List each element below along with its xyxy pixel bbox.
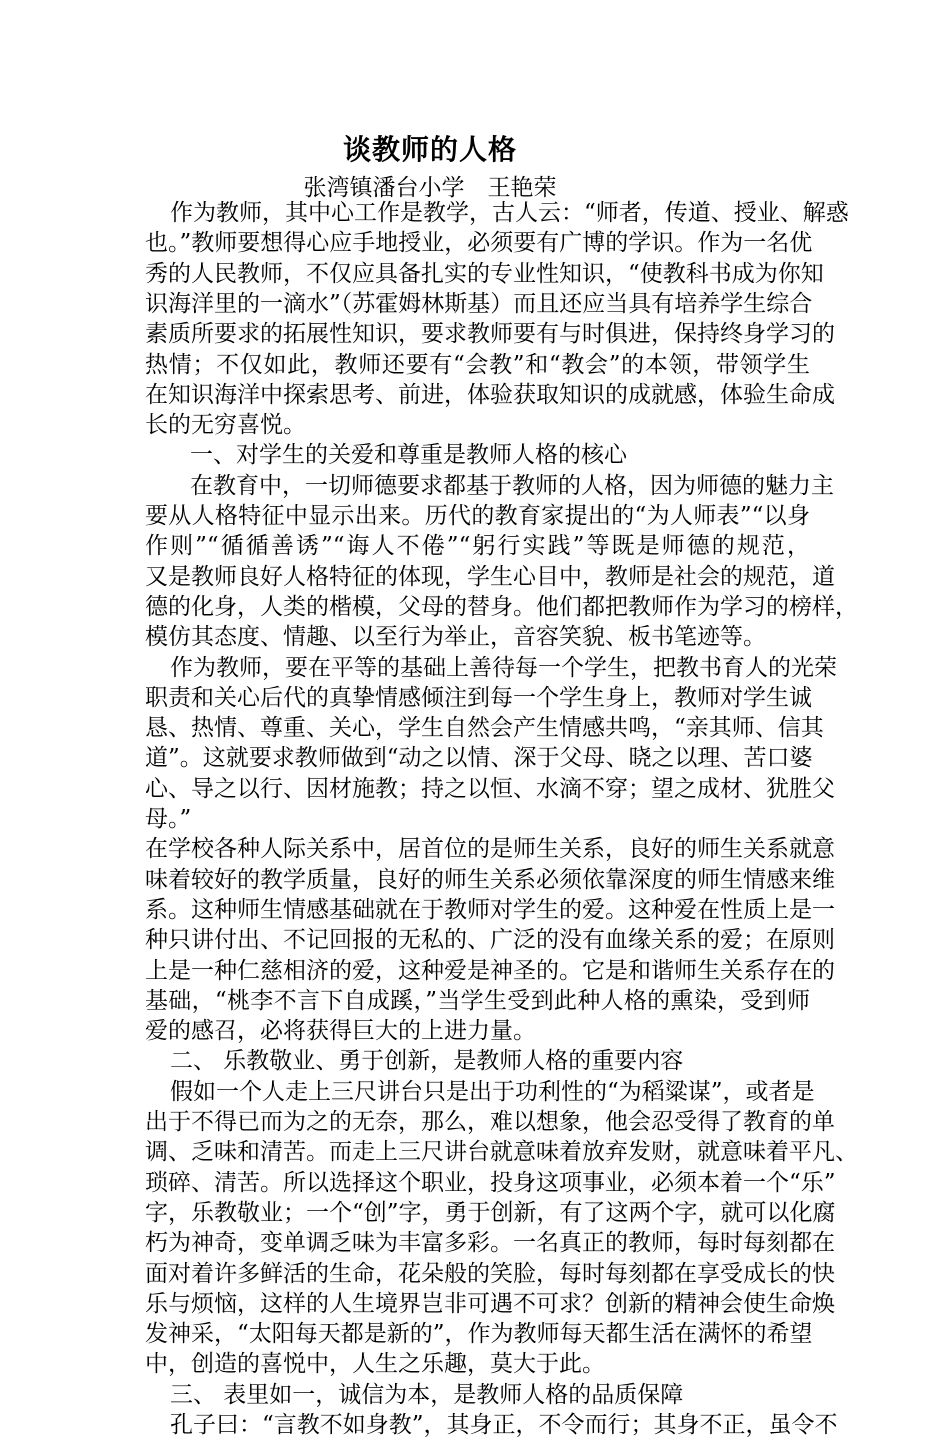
document-author: 张湾镇潘台小学 王艳荣	[303, 175, 557, 201]
text-line: 在学校各种人际关系中，居首位的是师生关系，良好的师生关系就意	[145, 836, 835, 862]
text-line: 在教育中，一切师德要求都基于教师的人格，因为师德的魅力主	[190, 473, 834, 499]
text-line: 作则”“循循善诱”“诲人不倦”“躬行实践”等既是师德的规范，	[145, 533, 810, 559]
text-line: 发神采，“太阳每天都是新的”，作为教师每天都生活在满怀的希望	[145, 1321, 813, 1347]
text-line: 种只讲付出、不记回报的无私的、广泛的没有血缘关系的爱；在原则	[145, 927, 835, 953]
text-line: 又是教师良好人格特征的体现，学生心目中，教师是社会的规范，道	[145, 564, 835, 590]
text-line: 字，乐教敬业；一个“创”字，勇于创新，有了这两个字，就可以化腐	[145, 1200, 836, 1226]
text-line: 德的化身，人类的楷模，父母的替身。他们都把教师作为学习的榜样，	[145, 594, 858, 620]
text-line: 琐碎、清苦。所以选择这个职业，投身这项事业，必须本着一个“乐”	[145, 1170, 836, 1196]
text-line: 系。这种师生情感基础就在于教师对学生的爱。这种爱在性质上是一	[145, 897, 835, 923]
text-line: 出于不得已而为之的无奈，那么，难以想象，他会忍受得了教育的单	[145, 1109, 835, 1135]
text-line: 孔子曰：“言教不如身教”，其身正，不令而行；其身不正，虽令不	[170, 1412, 838, 1438]
text-line: 秀的人民教师，不仅应具备扎实的专业性知识，“使教科书成为你知	[145, 261, 824, 287]
text-line: 在知识海洋中探索思考、前进，体验获取知识的成就感，体验生命成	[145, 382, 835, 408]
text-line: 长的无穷喜悦。	[145, 412, 306, 438]
text-line: 调、乏味和清苦。而走上三尺讲台就意味着放弃发财，就意味着平凡、	[145, 1139, 858, 1165]
text-line: 上是一种仁慈相济的爱，这种爱是神圣的。它是和谐师生关系存在的	[145, 958, 835, 984]
text-line: 素质所要求的拓展性知识，要求教师要有与时俱进，保持终身学习的	[145, 321, 835, 347]
text-line: 假如一个人走上三尺讲台只是出于功利性的“为稻粱谋”，或者是	[170, 1079, 815, 1105]
text-line: 中，创造的喜悦中，人生之乐趣，莫大于此。	[145, 1351, 605, 1377]
text-line: 三、 表里如一，诚信为本，是教师人格的品质保障	[170, 1382, 684, 1408]
text-line: 一、对学生的关爱和尊重是教师人格的核心	[190, 442, 627, 468]
text-line: 热情；不仅如此，教师还要有“会教”和“教会”的本领，带领学生	[145, 352, 810, 378]
text-line: 心、导之以行、因材施教；持之以恒、水滴不穿；望之成材、犹胜父	[145, 776, 835, 802]
text-line: 识海洋里的一滴水”（苏霍姆林斯基）而且还应当具有培养学生综合	[145, 291, 813, 317]
text-line: 面对着许多鲜活的生命，花朵般的笑脸，每时每刻都在享受成长的快	[145, 1261, 835, 1287]
text-line: 职责和关心后代的真挚情感倾注到每一个学生身上，教师对学生诚	[145, 685, 812, 711]
text-line: 道”。这就要求教师做到“动之以情、深于父母、晓之以理、苦口婆	[145, 745, 813, 771]
text-line: 母。”	[145, 806, 192, 832]
text-line: 恳、热情、尊重、关心，学生自然会产生情感共鸣，“亲其师、信其	[145, 715, 824, 741]
text-line: 朽为神奇，变单调乏味为丰富多彩。一名真正的教师，每时每刻都在	[145, 1230, 835, 1256]
text-line: 要从人格特征中显示出来。历代的教育家提出的“为人师表”“以身	[145, 503, 810, 529]
text-line: 乐与烦恼，这样的人生境界岂非可遇不可求？创新的精神会使生命焕	[145, 1291, 835, 1317]
text-line: 模仿其态度、情趣、以至行为举止，音容笑貌、板书笔迹等。	[145, 624, 766, 650]
document-title: 谈教师的人格	[342, 133, 517, 166]
text-line: 基础，“桃李不言下自成蹊，”当学生受到此种人格的熏染，受到师	[145, 988, 810, 1014]
text-line: 味着较好的教学质量，良好的师生关系必须依靠深度的师生情感来维	[145, 867, 835, 893]
text-line: 也。”教师要想得心应手地授业，必须要有广博的学识。作为一名优	[145, 230, 813, 256]
text-line: 爱的感召，必将获得巨大的上进力量。	[145, 1018, 536, 1044]
text-line: 作为教师，要在平等的基础上善待每一个学生，把教书育人的光荣	[170, 655, 837, 681]
text-line: 作为教师，其中心工作是教学，古人云：“师者，传道、授业、解惑	[170, 200, 849, 226]
text-line: 二、 乐教敬业、勇于创新，是教师人格的重要内容	[170, 1048, 684, 1074]
